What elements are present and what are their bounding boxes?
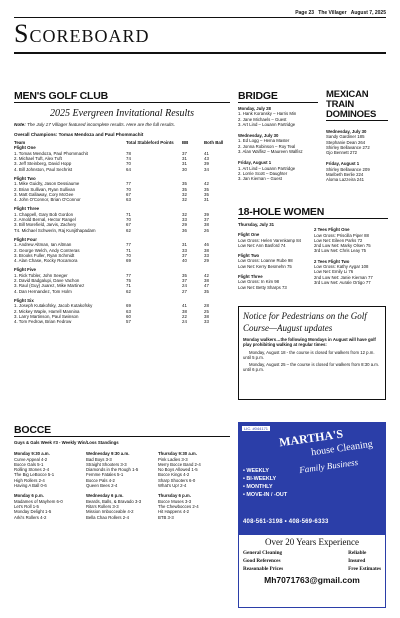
list-item: 1. Hank Koransky – Harris Min	[238, 111, 297, 117]
total-points: 67	[126, 191, 131, 197]
list-item: 3. Jan Kiernan – Guest	[238, 176, 282, 182]
team-name: 4. Tom Fedrow, Brian Fedrow	[14, 319, 72, 325]
list-item: Rolling Stones 2-4	[14, 467, 50, 473]
ad-feature: Free Estimates	[348, 566, 381, 572]
list-item: Merry Bocce Band 2-4	[158, 461, 201, 467]
ad-subbrand: house Cleaning	[310, 438, 374, 459]
flight-name: Flight Five	[14, 267, 36, 273]
bb-score: 27	[182, 288, 187, 294]
both-ball-score: 38	[204, 278, 209, 284]
bocce-group-title: Monday 9:30 a.m.	[14, 451, 50, 457]
list-item: Curve Appeal 4-2	[14, 456, 48, 462]
ad-brand: MARTHA'S	[278, 426, 344, 450]
both-ball-score: 42	[204, 181, 209, 187]
both-ball-score: 26	[204, 227, 209, 233]
bb-score: 35	[182, 181, 187, 187]
team-name: 1. Andrew Altman, Ian Altman	[14, 242, 72, 248]
team-name: 2. George Welch, Andy Contreras	[14, 247, 80, 253]
total-points: 57	[126, 319, 131, 325]
total-points: 71	[126, 247, 131, 253]
bb-score: 32	[182, 211, 187, 217]
paper-name: The Villager	[318, 10, 347, 16]
team-name: 2. Brian Sullivan, Ryan Sullivan	[14, 186, 76, 192]
list-item: BTB 3-3	[158, 514, 174, 520]
both-ball-score: 43	[204, 156, 209, 162]
list-item: 1. Ed Logg – Hema Master	[238, 138, 290, 144]
golf-results-table	[14, 140, 230, 324]
both-ball-score: 34	[204, 166, 209, 172]
list-item: Bella Chao Rollers 2-4	[86, 514, 129, 520]
column-header: Both Ball	[204, 140, 224, 146]
flight-header	[14, 294, 230, 303]
ad-service: • WEEKLY	[243, 468, 269, 474]
team-name: 3. Raul (Guy) Juarez, Mike Martinez	[14, 283, 85, 289]
ad-feature: Insured	[348, 558, 366, 564]
list-item: Low Net: Emily Li 76	[314, 269, 354, 275]
list-item: Low Gross: Loanne Rube 98	[238, 258, 293, 264]
note	[14, 122, 230, 128]
list-item: Arki's Rollers 4-2	[14, 514, 47, 520]
bb-score: 33	[182, 217, 187, 223]
both-ball-score: 39	[204, 211, 209, 217]
both-ball-score: 42	[204, 272, 209, 278]
women-flight	[314, 259, 388, 285]
list-item: Hit Happens 4-2	[158, 509, 190, 515]
both-ball-score: 35	[204, 186, 209, 192]
flight-name: Flight Three	[238, 274, 263, 280]
list-item: Bad Boys 3-3	[86, 456, 112, 462]
bridge-day	[238, 160, 318, 181]
bb-score: 29	[182, 222, 187, 228]
both-ball-score: 25	[204, 308, 209, 314]
total-points: 62	[126, 288, 131, 294]
ad-service: • MOVE-IN / -OUT	[243, 492, 288, 498]
bb-score: 22	[182, 313, 187, 319]
mexican-train-heading: MEXICAN TRAIN DOMINOES	[326, 90, 388, 121]
cleaning-ad	[238, 422, 386, 608]
list-item: Sandy Gardiner 185	[326, 134, 365, 140]
women18-heading: 18-HOLE WOMEN	[238, 206, 388, 219]
flight-header	[14, 263, 230, 272]
bocce-group	[158, 493, 230, 519]
list-item: Bocce Gals 5-1	[14, 461, 44, 467]
flight-name: 2 Tees Flight One	[314, 227, 350, 233]
list-item: 2. Jonna Robinson – Roy Teal	[238, 143, 296, 149]
notice-intro: Monday walkers…the following Mondays in August will have golf play prohibiting walking at regular times:	[243, 337, 376, 348]
bb-score: 32	[182, 197, 187, 203]
total-points: 71	[126, 283, 131, 289]
team-name: 4. Bill Johnston, Paul Sechrist	[14, 166, 73, 172]
mtd-day	[326, 129, 388, 155]
list-item: Monday Delight 1-5	[14, 509, 52, 515]
team-name: 2. Michael Tuft, Alex Tuft	[14, 156, 62, 162]
masthead: Scoreboard	[14, 19, 150, 48]
list-item: Having A Ball 0-6	[14, 483, 47, 489]
bocce-section	[14, 424, 230, 520]
team-name: 2. Mickey Waple, Harrell Mannina	[14, 308, 80, 314]
list-item: 3rd Low Net: Chris Leay 75	[314, 248, 367, 254]
bocce-group-title: Monday 6 p.m.	[14, 493, 44, 499]
both-ball-score: 38	[204, 313, 209, 319]
bb-score: 30	[182, 166, 187, 172]
bocce-group-title: Wednesday 9:30 a.m.	[86, 451, 130, 457]
list-item: Stephanie Dean 264	[326, 139, 366, 145]
both-ball-score: 41	[204, 150, 209, 156]
ad-features-left	[243, 549, 283, 573]
flight-name: Flight Two	[14, 175, 36, 181]
both-ball-score: 37	[204, 217, 209, 223]
table-row	[14, 319, 230, 324]
bridge-day	[238, 133, 318, 154]
mens-golf-heading: MEN'S GOLF CLUB	[14, 90, 230, 103]
bb-score: 36	[182, 227, 187, 233]
list-item: 2. Lorrie Scott – Daughter	[238, 170, 288, 176]
bocce-group	[14, 493, 86, 519]
team-name: 2. Arnold Bernal, Hector Rangel	[14, 217, 76, 223]
column-header: BB	[182, 140, 189, 146]
ad-feature: Reasonable Prices	[243, 566, 284, 572]
bocce-subtitle: Guys & Gals Week #3 - Weekly Win/Loss Standings	[14, 440, 119, 445]
total-points: 60	[126, 313, 131, 319]
list-item: Let's Roll 1-5	[14, 503, 39, 509]
total-points: 69	[126, 303, 131, 309]
women-flight	[238, 232, 310, 248]
bridge-section	[238, 90, 318, 182]
both-ball-score: 38	[204, 222, 209, 228]
total-points: 70	[126, 186, 131, 192]
list-item: 2nd Low Net: Marky Olsen 75	[314, 243, 371, 249]
list-item: Shirley Bellavance 272	[326, 144, 370, 150]
bb-score: 31	[182, 161, 187, 167]
list-item: Bocce Kings 4-2	[158, 472, 190, 478]
flight-name: Flight One	[238, 232, 260, 238]
women-flight	[238, 253, 310, 269]
team-name: 2. David Badgalupi, Dave Vachon	[14, 278, 80, 284]
masthead-rule	[14, 52, 386, 54]
list-item: Low Net: Ann Basford 74	[238, 242, 286, 248]
team-name: 1. Chappell, Gary Bob Gordon	[14, 211, 74, 217]
bocce-group	[86, 451, 158, 488]
list-item: Low Gross: Kathy Aygar 108	[314, 264, 369, 270]
bocce-group	[158, 451, 230, 488]
both-ball-score: 31	[204, 197, 209, 203]
list-item: Madames of Mayhem 6-0	[14, 498, 63, 504]
both-ball-score: 35	[204, 288, 209, 294]
flight-name: Flight Six	[14, 297, 34, 303]
bb-score: 40	[182, 258, 187, 264]
total-points: 78	[126, 150, 131, 156]
overall-champions: Overall Champions: Tomas Mendoza and Paul Phommachit	[14, 131, 144, 137]
mtd-day	[326, 161, 388, 182]
team-name: T4. Michael Schwerin, Raj Kunjithapadam	[14, 227, 96, 233]
team-name: 4. John O'Connor, Brian O'Connor	[14, 197, 81, 203]
list-item: Low Net: Kerry Besmehn 75	[238, 263, 292, 269]
mtd-date: Friday, August 1	[326, 161, 360, 167]
bridge-date: Wednesday, July 30	[238, 133, 279, 139]
team-name: 3. Bill Morefield, Jarvis, Zachery	[14, 222, 77, 228]
column-header: Team	[14, 140, 26, 146]
ad-feature: Good References	[243, 558, 281, 564]
bb-score: 33	[182, 247, 187, 253]
both-ball-score: 28	[204, 303, 209, 309]
list-item: Maribeth Berlie 224	[326, 172, 364, 178]
list-item: 3rd Low Net: Aurale Ortigo 77	[314, 279, 371, 285]
bridge-heading: BRIDGE	[238, 90, 318, 103]
bb-score: 37	[182, 252, 187, 258]
note-text: The July 17 Villager featured incomplete results. Here are the full results.	[27, 122, 176, 127]
team-name: 3. Matt Gallaway, Cory McGee	[14, 191, 74, 197]
flight-name: Flight Four	[14, 236, 37, 242]
total-points: 67	[126, 222, 131, 228]
list-item: Diamonds in the Rough 1-5	[86, 467, 139, 473]
list-item: Low Gross: Priscilla Piper 88	[314, 232, 369, 238]
list-item: High Rollers 2-4	[14, 477, 45, 483]
issue-date: August 7, 2025	[350, 10, 386, 16]
total-points: 77	[126, 272, 131, 278]
list-item: Rita's Rollers 3-3	[86, 503, 119, 509]
both-ball-score: 29	[204, 258, 209, 264]
bridge-day	[238, 106, 318, 127]
total-points: 77	[126, 242, 131, 248]
both-ball-score: 39	[204, 161, 209, 167]
total-points: 69	[126, 258, 131, 264]
bocce-group	[14, 451, 86, 488]
bridge-date: Monday, July 28	[238, 106, 271, 111]
list-item: Low Net: Eileen Parks 72	[314, 237, 363, 243]
team-name: 3. Brooks Fuller, Ryan Schmidt	[14, 252, 75, 258]
list-item: 3. Art Lind – Louann Partridge	[238, 121, 296, 127]
both-ball-score: 38	[204, 247, 209, 253]
list-item: Shirley Bellavance 209	[326, 166, 370, 172]
ad-experience: Over 20 Years Experience	[265, 537, 359, 547]
bb-score: 38	[182, 308, 187, 314]
team-name: 1. Mike Guidry, Jason Dessiaume	[14, 181, 80, 187]
ad-service: • MONTHLY	[243, 484, 273, 490]
ad-license: LIC. #044171	[244, 426, 269, 431]
both-ball-score: 33	[204, 252, 209, 258]
ad-service-list	[243, 467, 287, 499]
list-item: Straight Shooters 3-3	[86, 461, 127, 467]
flight-header	[14, 233, 230, 242]
bb-score: 37	[182, 278, 187, 284]
women-flight	[238, 274, 310, 290]
bocce-group	[86, 493, 158, 519]
team-name: 1. Tomas Mendoza, Paul Phommachit	[14, 150, 88, 156]
total-points: 64	[126, 166, 131, 172]
team-name: 1. Joseph Kutakofsky, Jacob Kutakofsky	[14, 303, 93, 309]
total-points: 70	[126, 161, 131, 167]
list-item: Beards, Balls, & Bravado 3-3	[86, 498, 142, 504]
list-item: Bocce Pals 4-2	[86, 477, 115, 483]
column-header: Total Stableford Points	[126, 140, 174, 146]
list-item: Gjo Bennett 272	[326, 150, 358, 156]
team-name: 3. Jeff Steinberg, David Hopp	[14, 161, 72, 167]
ad-email[interactable]: Mh7071763@gmail.com	[264, 575, 360, 585]
bb-score: 31	[182, 242, 187, 248]
list-item: No Boys Allowed 1-5	[158, 467, 198, 473]
total-points: 70	[126, 217, 131, 223]
bb-score: 31	[182, 156, 187, 162]
bb-score: 24	[182, 283, 187, 289]
ad-feature: General Cleaning	[243, 550, 283, 556]
note-label: Note:	[14, 122, 26, 127]
total-points: 70	[126, 252, 131, 258]
header-rule	[14, 17, 386, 18]
bb-score: 41	[182, 303, 187, 309]
notice-item-2: Monday, August 25 – the course is closed for walkers from 8:30 a.m. until 6 p.m.	[243, 362, 380, 373]
list-item: 2. Jane Michaels – Guest	[238, 116, 287, 122]
team-name: 3. Larry Martinson, Paul Swinson	[14, 313, 79, 319]
mens-golf-section	[14, 90, 230, 324]
bocce-group-title: Wednesday 6 p.m.	[86, 493, 124, 499]
page-number: Page 23	[295, 10, 315, 16]
list-item: Low Gross: In Kim 98	[238, 279, 280, 285]
bb-score: 35	[182, 272, 187, 278]
list-item: 1. Art Lind – Louann Partridge	[238, 165, 296, 171]
total-points: 63	[126, 308, 131, 314]
total-points: 71	[126, 211, 131, 217]
bocce-standings	[14, 451, 230, 520]
ad-tagline: Family Business	[298, 456, 359, 476]
ad-banner	[239, 423, 385, 535]
women18-date: Thursday, July 31	[238, 222, 274, 227]
bridge-date: Friday, August 1	[238, 160, 272, 166]
both-ball-score: 33	[204, 319, 209, 325]
ad-phones: 408-561-3198 • 408-569-6333	[243, 519, 329, 525]
notice-item-1: Monday, August 18 - the course is closed for walkers from 12 p.m. until 5 p.m.	[243, 349, 375, 360]
list-item: Mission Imbocceable 4-2	[86, 509, 134, 515]
list-item: The Chewbocces 2-4	[158, 503, 199, 509]
flight-header	[14, 172, 230, 181]
total-points: 75	[126, 278, 131, 284]
both-ball-score: 46	[204, 242, 209, 248]
flight-header	[14, 202, 230, 211]
bocce-group-title: Thursday 9:30 a.m.	[158, 451, 197, 457]
flight-name: Flight One	[14, 145, 36, 151]
ad-feature: Reliable	[348, 550, 367, 556]
both-ball-score: 35	[204, 191, 209, 197]
women18-section	[238, 206, 388, 290]
bocce-group-title: Thursday 6 p.m.	[158, 493, 191, 499]
both-ball-score: 47	[204, 283, 209, 289]
flight-name: Flight Three	[14, 206, 40, 212]
list-item: Low Net: Betty Sharps 73	[238, 284, 287, 290]
bb-score: 32	[182, 191, 187, 197]
total-points: 62	[126, 227, 131, 233]
ad-features-right	[348, 549, 381, 573]
list-item: Bocce Muses 3-3	[158, 498, 192, 504]
mtd-date: Wednesday, July 30	[326, 129, 367, 134]
bocce-heading: BOCCE	[14, 424, 230, 437]
team-name: 4. Dan Hernandez, Tom Holm	[14, 288, 72, 294]
total-points: 74	[126, 156, 131, 162]
team-name: 1. Rick Tobler, John Seeger	[14, 272, 68, 278]
bb-score: 37	[182, 150, 187, 156]
page-header	[14, 10, 386, 16]
flight-name: Flight Two	[238, 253, 260, 259]
notice-title: Notice for Pedestrians on the Golf Course—August updates	[243, 311, 367, 333]
list-item: Aloma Lazzeira 241	[326, 177, 364, 183]
list-item: What's Up! 2-4	[158, 483, 187, 489]
list-item: The Big LeBocce 5-1	[14, 472, 55, 478]
list-item: 2nd Low Net: Janie Kiernan 77	[314, 274, 373, 280]
bb-score: 24	[182, 319, 187, 325]
total-points: 63	[126, 197, 131, 203]
list-item: Sharp Shooters 6-0	[158, 477, 196, 483]
mexican-train-section	[326, 90, 388, 183]
list-item: Femme Fatales 5-1	[86, 472, 124, 478]
team-name: 4. Alan Chase, Rocky Rocamora	[14, 258, 78, 264]
total-points: 77	[126, 181, 131, 187]
list-item: Pink Ladies 3-3	[158, 456, 188, 462]
bb-score: 35	[182, 186, 187, 192]
list-item: Low Gross: Helen Varenkamp 84	[238, 237, 301, 243]
list-item: 3. Alan Walfisz – Maureen Walfisz	[238, 149, 303, 155]
ad-service: • BI-WEEKLY	[243, 476, 277, 482]
flight-name: 2 Tees Flight Two	[314, 258, 350, 264]
women-flight	[314, 227, 388, 253]
invitational-title: 2025 Evergreen Invitational Results	[50, 108, 194, 119]
list-item: Queen Bees 2-4	[86, 483, 118, 489]
pedestrian-notice	[238, 306, 386, 400]
